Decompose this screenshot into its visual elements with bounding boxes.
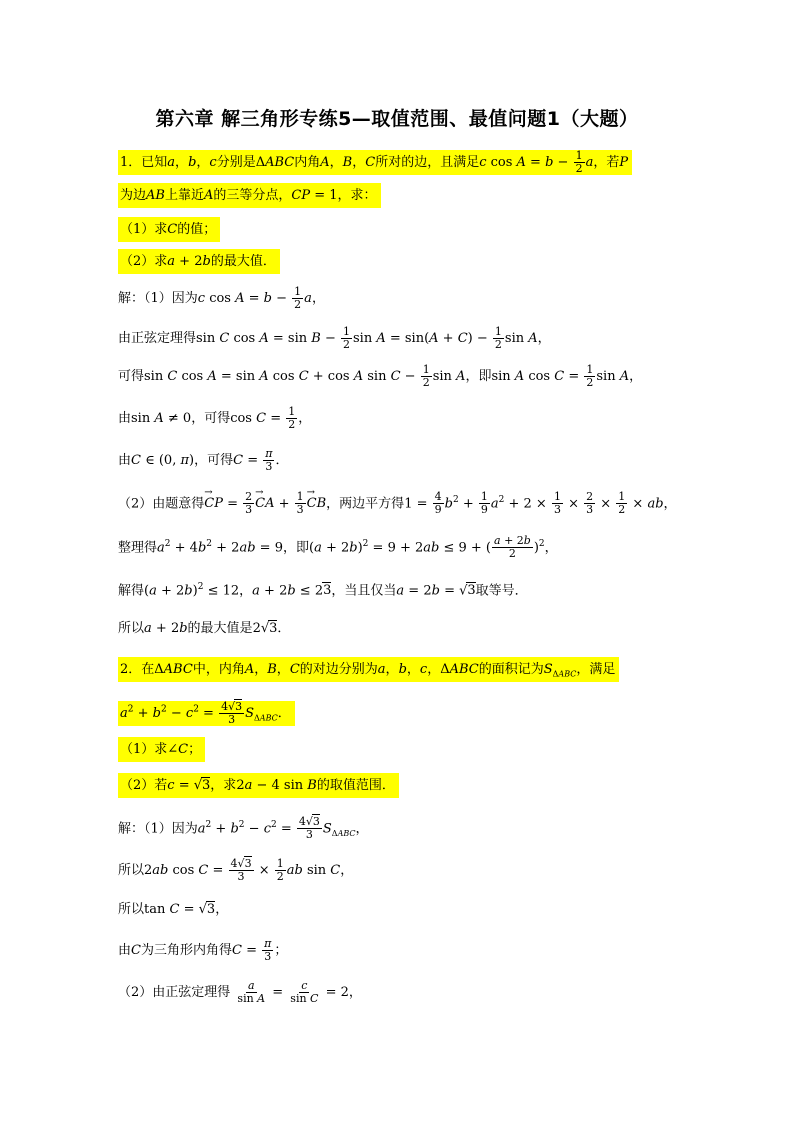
p1-solution-line-6: （2）由题意得→ CP = $\frac{2}{3}$ → CA + $\frac{1}{3}$ → CB，两边平方得1 = $\frac{4}{9}$ $b^2$ + $\frac{1}{9}$ $a^2 + 2$ × $\frac{1}{3}$ × $\frac{2}{3}$ × $\frac{1}{2}$ × ab， — [118, 490, 677, 516]
p1-solution-line-4: 由sin A ≠ 0，可得cos C = $\frac{1}{2}$ ， — [118, 405, 312, 431]
p1-solution-line-5: 由C ∈ (0, π)，可得C = $\frac{\pi}{3}$ ． — [118, 447, 289, 473]
problem-1-statement-cont: 为边AB上靠近A的三等分点，CP = 1，求： — [118, 186, 381, 206]
p2-solution-line-3: 所以tan C = √3， — [118, 902, 229, 917]
p1-solution-line-3: 可得sin C cos A = sin A cos C + cos A sin C − $\frac{1}{2}$ sin A，即sin A cos C = $\frac{1}{2}$ sin A， — [118, 363, 643, 389]
problem-2-question-2: （2）若c = √3，求2a − 4 sin B的取值范围． — [118, 776, 399, 796]
problem-1-statement: 1．已知a，b，c分别是ΔABC内角A，B，C所对的边，且满足c cos A = b − $\frac{1}{2}$ a，若P — [118, 150, 632, 175]
p2-solution-line-1: 解：（1）因为$a^2 + b^2 - c^2$ = $\frac{4√3}{3}$ $S_{\Delta ABC}$， — [118, 815, 369, 842]
problem-2-statement-cont: $a^2 + b^2 - c^2$ = $\frac{4√3}{3}$ $S_{\Delta ABC}$． — [118, 700, 295, 729]
p1-solution-line-8: 解得$(a + 2b)^2 \le 12$，a + 2b ≤ 23，当且仅当a = 2b = √3取等号． — [118, 582, 528, 599]
p2-solution-line-5: （2）由正弦定理得 $\frac{a}{\text{sin A}}$ = $\frac{c}{\text{sin C}}$ = 2， — [118, 979, 362, 1005]
p2-solution-line-4: 由C为三角形内角得C = $\frac{\pi}{3}$ ； — [118, 937, 288, 963]
p2-solution-line-2: 所以2ab cos C = $\frac{4√3}{3}$ × $\frac{1}{2}$ ab sin C， — [118, 857, 354, 883]
p1-solution-line-9: 所以a + 2b的最大值是2√3． — [118, 621, 291, 636]
p1-solution-line-2: 由正弦定理得sin C cos A = sin B − $\frac{1}{2}$ sin A = sin(A + C) − $\frac{1}{2}$ sin A， — [118, 325, 551, 351]
p1-solution-line-7: 整理得$a^2 + 4b^2 + 2ab = 9$，即$(a + 2b)^2 = 9 + 2ab \le 9$ + ( $\frac{a + 2b}{2}$ )$^2$， — [118, 534, 558, 561]
p1-solution-line-1: 解：（1）因为c cos A = b − $\frac{1}{2}$ a， — [118, 285, 325, 311]
problem-2-question-1: （1）求∠C； — [118, 740, 205, 760]
problem-1-question-1: （1）求C的值； — [118, 220, 220, 240]
problem-1-question-2: （2）求a + 2b的最大值． — [118, 252, 280, 272]
problem-2-statement: 2．在ΔABC中，内角A，B，C的对边分别为a，b，c，ΔABC的面积记为$S_{\Delta ABC}$，满足 — [118, 660, 619, 685]
page-title: 第六章 解三角形专练5—取值范围、最值问题1（大题） — [155, 108, 639, 130]
